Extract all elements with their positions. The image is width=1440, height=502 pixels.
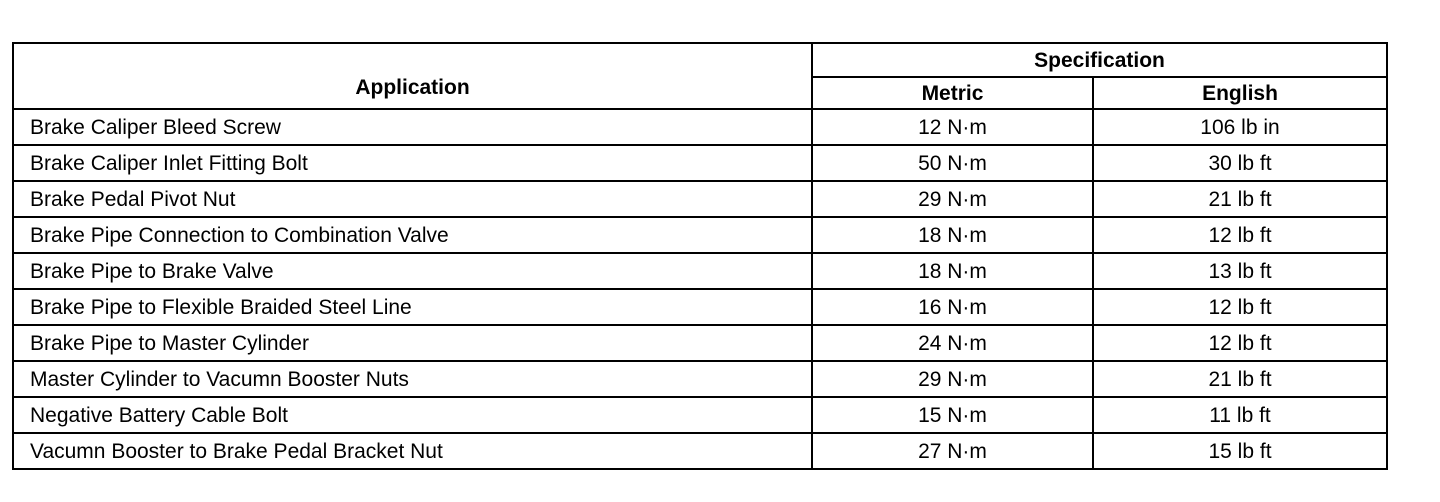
table-body xyxy=(13,109,1387,469)
header-row-top xyxy=(13,43,1387,77)
application-cell: Brake Pedal Pivot Nut xyxy=(13,181,812,217)
application-cell: Negative Battery Cable Bolt xyxy=(13,397,812,433)
application-cell: Vacumn Booster to Brake Pedal Bracket Nut xyxy=(13,433,812,469)
metric-cell: 27 N·m xyxy=(812,433,1093,469)
application-cell: Brake Caliper Bleed Screw xyxy=(13,109,812,145)
application-cell: Brake Pipe to Flexible Braided Steel Line xyxy=(13,289,812,325)
english-cell: 30 lb ft xyxy=(1093,145,1387,181)
metric-cell: 15 N·m xyxy=(812,397,1093,433)
specification-header: Specification xyxy=(812,43,1387,77)
english-cell: 11 lb ft xyxy=(1093,397,1387,433)
english-header: English xyxy=(1093,77,1387,109)
english-cell: 15 lb ft xyxy=(1093,433,1387,469)
english-cell: 12 lb ft xyxy=(1093,289,1387,325)
metric-header: Metric xyxy=(812,77,1093,109)
metric-cell: 18 N·m xyxy=(812,253,1093,289)
torque-specification-table xyxy=(12,42,1388,470)
table-row xyxy=(13,253,1387,289)
metric-cell: 16 N·m xyxy=(812,289,1093,325)
table-row xyxy=(13,145,1387,181)
metric-cell: 18 N·m xyxy=(812,217,1093,253)
table-header xyxy=(13,43,1387,109)
english-cell: 12 lb ft xyxy=(1093,217,1387,253)
metric-cell: 24 N·m xyxy=(812,325,1093,361)
english-cell: 21 lb ft xyxy=(1093,361,1387,397)
english-cell: 13 lb ft xyxy=(1093,253,1387,289)
application-cell: Brake Pipe Connection to Combination Valve xyxy=(13,217,812,253)
table-row xyxy=(13,325,1387,361)
application-cell: Brake Pipe to Brake Valve xyxy=(13,253,812,289)
english-cell: 106 lb in xyxy=(1093,109,1387,145)
table-row xyxy=(13,433,1387,469)
table-row xyxy=(13,109,1387,145)
application-header: Application xyxy=(13,43,812,109)
application-cell: Brake Caliper Inlet Fitting Bolt xyxy=(13,145,812,181)
metric-cell: 50 N·m xyxy=(812,145,1093,181)
metric-cell: 12 N·m xyxy=(812,109,1093,145)
application-cell: Brake Pipe to Master Cylinder xyxy=(13,325,812,361)
table-row xyxy=(13,361,1387,397)
table-row xyxy=(13,181,1387,217)
application-cell: Master Cylinder to Vacumn Booster Nuts xyxy=(13,361,812,397)
metric-cell: 29 N·m xyxy=(812,181,1093,217)
english-cell: 12 lb ft xyxy=(1093,325,1387,361)
english-cell: 21 lb ft xyxy=(1093,181,1387,217)
table-row xyxy=(13,217,1387,253)
table-row xyxy=(13,397,1387,433)
metric-cell: 29 N·m xyxy=(812,361,1093,397)
table-row xyxy=(13,289,1387,325)
